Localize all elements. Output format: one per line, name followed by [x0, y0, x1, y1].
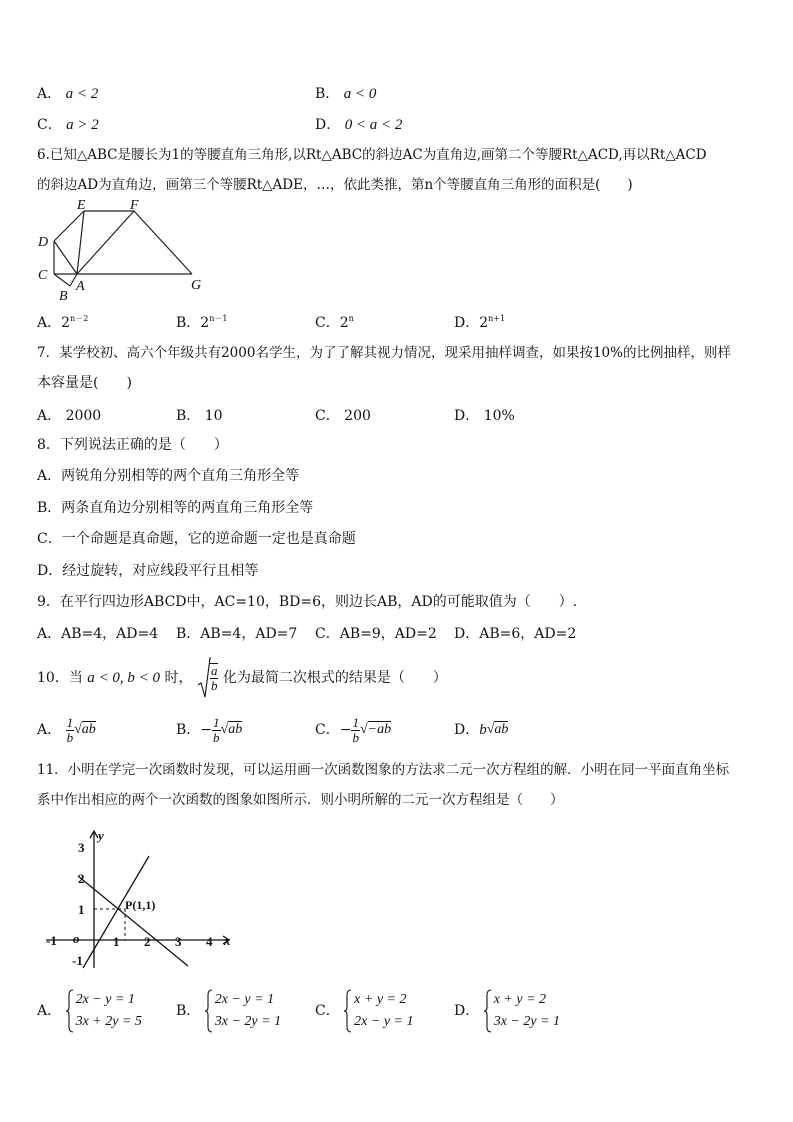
- q10-radical: $\frac{a}{b}$: [197, 656, 219, 700]
- label-F: F: [130, 198, 139, 213]
- label-C: C: [38, 268, 48, 283]
- x-tick-3: 3: [175, 934, 182, 949]
- y-tick-1: 1: [78, 902, 85, 917]
- q9-option-b[interactable]: B．AB=4，AD=7: [176, 626, 298, 642]
- q10-stem: 10．当 a < 0, b < 0 时， $\frac{a}{b}$ 化为最简二次根式的结果是（ ）: [37, 656, 447, 700]
- q7-option-c[interactable]: C． 200: [315, 408, 371, 424]
- q5-option-c-expr: a > 2: [66, 117, 99, 133]
- q5-option-b[interactable]: B． a < 0: [315, 86, 377, 102]
- x-tick-4: 4: [206, 934, 213, 949]
- q6-option-b[interactable]: B．$2^{n-1}$: [176, 314, 228, 331]
- q8-option-a[interactable]: A．两锐角分别相等的两个直角三角形全等: [37, 468, 300, 484]
- q6-option-d[interactable]: D．$2^{n+1}$: [454, 314, 506, 331]
- q10-option-d[interactable]: D．b√ab: [454, 722, 509, 738]
- point-P-label: P(1,1): [125, 898, 156, 912]
- q8-option-b[interactable]: B．两条直角边分别相等的两直角三角形全等: [37, 500, 314, 516]
- y-tick-2: 2: [78, 871, 85, 886]
- q9-stem: 9．在平行四边形ABCD中，AC=10，BD=6，则边长AB，AD的可能取值为（ ）.: [37, 594, 578, 610]
- q5-option-a-expr: a < 2: [65, 86, 99, 102]
- y-axis-label: y: [98, 828, 104, 843]
- x-axis-label: x: [224, 933, 231, 948]
- q11-option-a[interactable]: A． 2x − y = 1 3x + 2y = 5: [37, 988, 142, 1034]
- y-tick-3: 3: [78, 840, 85, 855]
- q7-option-d[interactable]: D． 10%: [454, 408, 515, 424]
- q5-option-a[interactable]: A． a < 2: [37, 86, 99, 102]
- q7-stem-line2: 本容量是( ): [37, 375, 132, 391]
- x-tick-neg1: -1: [46, 933, 57, 948]
- q6-stem-line2: 的斜边AD为直角边，画第三个等腰Rt△ADE，…，依此类推，第n个等腰直角三角形的面积是( ): [37, 177, 633, 193]
- x-tick-2: 2: [144, 934, 151, 949]
- q7-stem-line1: 7．某学校初、高六个年级共有2000名学生，为了了解其视力情况，现采用抽样调查，如果按10%的比例抽样，则样: [37, 345, 731, 361]
- label-A: A: [76, 279, 85, 294]
- q6-option-a[interactable]: A．$2^{n-2}$: [37, 314, 89, 331]
- origin-label: o: [73, 931, 80, 946]
- q9-option-d[interactable]: D．AB=6，AD=2: [454, 626, 577, 642]
- label-E: E: [77, 198, 86, 213]
- q9-option-c[interactable]: C．AB=9，AD=2: [315, 626, 437, 642]
- q7-option-b[interactable]: B． 10: [176, 408, 223, 424]
- q7-option-a[interactable]: A． 2000: [37, 408, 102, 424]
- label-D: D: [38, 235, 49, 250]
- x-tick-1: 1: [113, 934, 120, 949]
- q11-stem-line1: 11．小明在学完一次函数时发现，可以运用画一次函数图象的方法求二元一次方程组的解．小明在同一平面直角坐标: [37, 762, 730, 778]
- label-B: B: [59, 289, 68, 304]
- q11-option-d[interactable]: D． x + y = 2 3x − 2y = 1: [454, 988, 560, 1034]
- y-tick-neg1: -1: [72, 953, 83, 968]
- q11-option-c[interactable]: C． x + y = 2 2x − y = 1: [315, 988, 414, 1034]
- q8-option-c[interactable]: C．一个命题是真命题，它的逆命题一定也是真命题: [37, 531, 356, 547]
- q9-option-a[interactable]: A．AB=4，AD=4: [37, 626, 159, 642]
- q11-stem-line2: 系中作出相应的两个一次函数的图象如图所示．则小明所解的二元一次方程组是（ ）: [37, 792, 564, 808]
- q10-option-b[interactable]: B．− $\frac{1}{b}$ √ab: [176, 714, 243, 745]
- q5-option-c[interactable]: C． a > 2: [37, 117, 99, 133]
- q10-option-a[interactable]: A． $\frac{1}{b}$ √ab: [37, 714, 96, 745]
- q11-function-graph: [40, 826, 240, 976]
- q8-option-d[interactable]: D．经过旋转，对应线段平行且相等: [37, 563, 259, 579]
- q5-option-d[interactable]: D． 0 < a < 2: [315, 117, 403, 133]
- q8-stem: 8．下列说法正确的是（ ）: [37, 437, 228, 453]
- q6-triangle-figure: [34, 198, 214, 304]
- q5-option-d-expr: 0 < a < 2: [344, 117, 403, 133]
- q5-option-b-expr: a < 0: [343, 86, 377, 102]
- q6-option-c[interactable]: C．2$^n$: [315, 314, 354, 331]
- q11-option-b[interactable]: B． 2x − y = 1 3x − 2y = 1: [176, 988, 281, 1034]
- q10-option-c[interactable]: C．− $\frac{1}{b}$ √−ab: [315, 714, 392, 745]
- q6-stem-line1: 6.已知△ABC是腰长为1的等腰直角三角形,以Rt△ABC的斜边AC为直角边,画第二个等腰Rt△ACD,再以Rt△ACD: [37, 147, 707, 163]
- label-G: G: [191, 278, 202, 293]
